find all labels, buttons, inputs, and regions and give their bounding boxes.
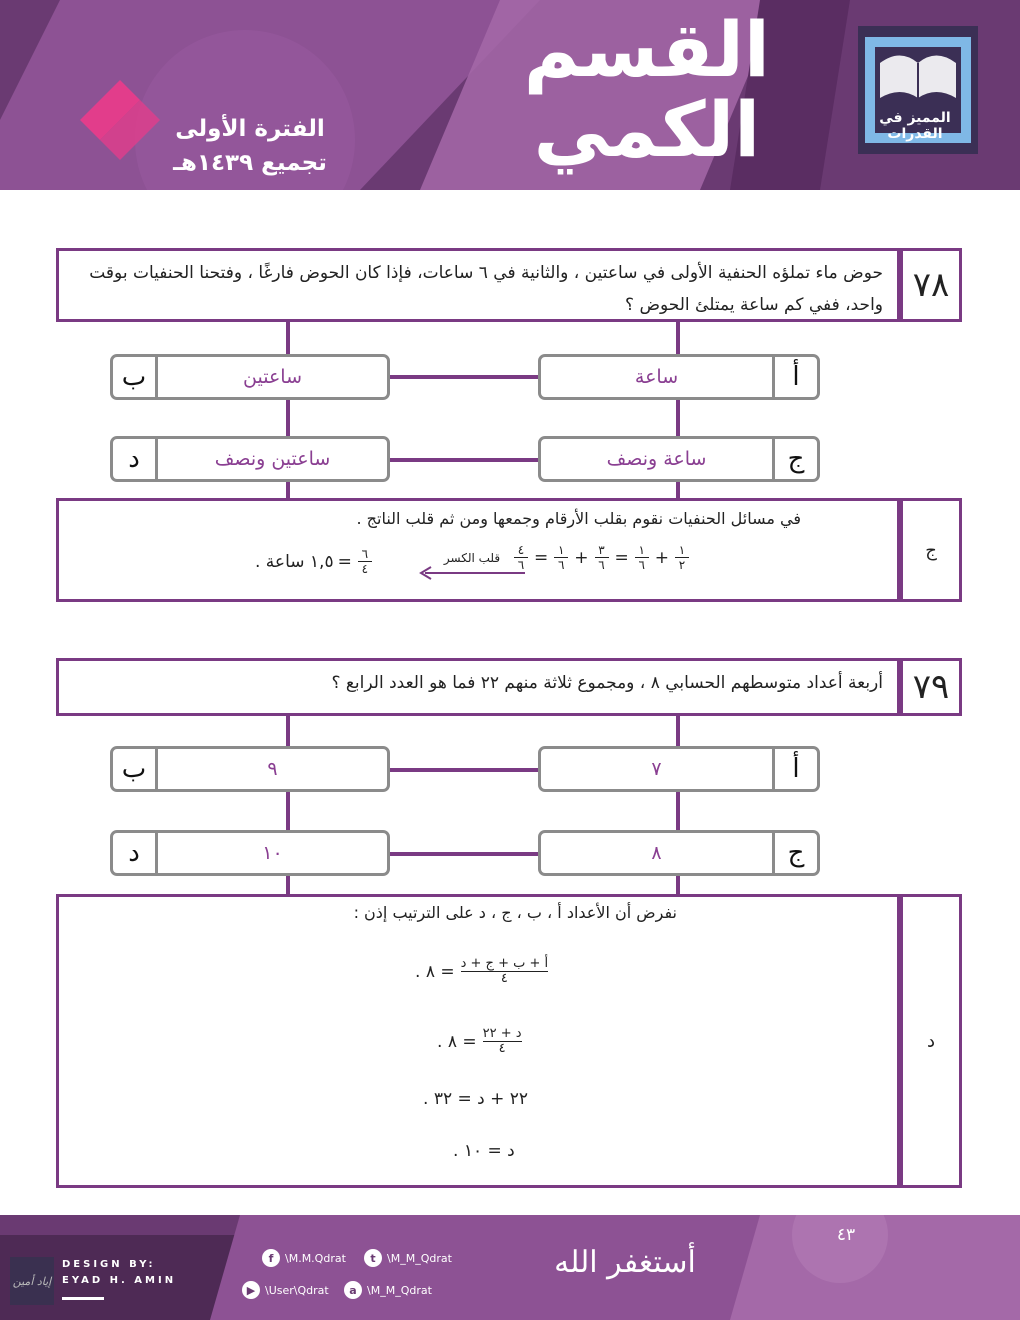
connector [676, 322, 680, 356]
page-number: ٤٣ [836, 1225, 856, 1245]
q78-option-c[interactable] [538, 436, 820, 482]
design-label: DESIGN BY: [62, 1259, 156, 1270]
connector [388, 375, 540, 379]
q78-answer-letter: ج [900, 498, 962, 602]
q78-option-b[interactable] [110, 354, 390, 400]
section-title-line2: الكمي [533, 85, 761, 174]
q79-equation-1 [415, 957, 550, 986]
fraction-den: ٤ [500, 971, 508, 986]
youtube-icon: ▶ [242, 1281, 260, 1299]
q78-solution-result: $\frac{٦}{٤}$ = ١,٥ ساعة . [255, 547, 374, 576]
fraction [461, 957, 549, 986]
connector [286, 876, 290, 896]
q78-option-d-value: ساعتين ونصف [214, 448, 331, 470]
question-78-box [56, 248, 900, 322]
q79-option-d-value: ١٠ [262, 842, 283, 864]
designer-name: EYAD H. AMIN [62, 1275, 177, 1286]
fraction-num: ١ [678, 543, 686, 557]
page-footer [0, 1215, 1020, 1320]
q78-option-c-value: ساعة ونصف [606, 448, 707, 470]
fraction [635, 543, 649, 572]
question-79-text: أربعة أعداد متوسطهم الحسابي ٨ ، ومجموع ثلاثة منهم ٢٢ فما هو العدد الرابع ؟ [331, 673, 883, 693]
connector [676, 398, 680, 436]
section-title [523, 5, 770, 174]
connector [388, 768, 540, 772]
q79-option-b-letter: ب [113, 749, 158, 789]
q78-solution-intro: في مسائل الحنفيات نقوم بقلب الأرقام وجمعها ومن ثم قلب الناتج . [356, 509, 801, 528]
designer-signature: إياد أمين [10, 1257, 54, 1305]
connector [286, 716, 290, 748]
q79-equation-2 [437, 1027, 524, 1056]
q79-option-a-letter: أ [772, 749, 817, 789]
flip-arrow-label: قلب الكسر [443, 551, 501, 565]
flip-arrow [417, 551, 527, 584]
fraction-den: ٤ [498, 1041, 506, 1056]
fraction-num: ٦ [361, 547, 369, 561]
fraction-den: ٤ [361, 562, 369, 576]
ask-handle: \M_M_Qdrat [367, 1283, 432, 1297]
q79-option-b[interactable] [110, 746, 390, 792]
fraction-num: ١ [558, 543, 565, 557]
connector [388, 458, 540, 462]
twitter-handle: \M_M_Qdrat [387, 1251, 452, 1265]
fraction [595, 543, 609, 572]
q78-option-a[interactable] [538, 354, 820, 400]
logo-text: المميز في القدرات [879, 110, 951, 142]
facebook-handle: \M.M.Qdrat [285, 1251, 346, 1265]
equation-rhs: = ٨ . [437, 1031, 477, 1052]
q78-option-c-letter: ج [772, 439, 817, 479]
fraction-den: ٢ [678, 558, 686, 572]
result-text: ١,٥ ساعة . [255, 551, 334, 572]
question-78-text: حوض ماء تملؤه الحنفية الأولى في ساعتين ، والثانية في ٦ ساعات، فإذا كان الحوض فارغًا ، وفتحنا الحنفيات بوقت واحد، ففي كم ساعة يمتلئ الحوض ؟ [89, 263, 883, 315]
ask-link[interactable] [344, 1281, 432, 1299]
fraction-den: ٦ [517, 558, 525, 572]
q78-solution-math: $\frac{١}{٢}$ + $\frac{١}{٦}$ = $\frac{٣}{٦}$ + $\frac{١}{٦}$ = $\frac{٤}{٦}$ [512, 543, 691, 572]
connector [676, 716, 680, 748]
q79-option-c-value: ٨ [651, 842, 662, 864]
youtube-link[interactable] [242, 1281, 329, 1299]
q79-option-d[interactable] [110, 830, 390, 876]
fraction-num: ٤ [517, 543, 525, 557]
fraction-den: ٦ [558, 558, 565, 572]
q78-option-a-letter: أ [772, 357, 817, 397]
q78-option-b-value: ساعتين [243, 366, 302, 388]
fraction-num: أ + ب + ج + د [460, 956, 549, 971]
q79-option-a-value: ٧ [651, 758, 662, 780]
period-line1: الفترة الأولى [175, 116, 325, 142]
q78-option-b-letter: ب [113, 357, 158, 397]
question-79-number: ٧٩ [900, 658, 962, 716]
section-title-line1: القسم [523, 5, 770, 94]
fraction-den: ٦ [638, 558, 645, 572]
q78-solution-box [56, 498, 900, 602]
connector [286, 792, 290, 830]
q79-solution-intro: نفرض أن الأعداد أ ، ب ، ج ، د على الترتيب إذن : [353, 903, 677, 922]
q79-option-b-value: ٩ [267, 758, 278, 780]
q79-answer-letter: د [900, 894, 962, 1188]
facebook-link[interactable] [262, 1249, 346, 1267]
left-arrow-icon [417, 566, 527, 580]
youtube-handle: \User\Qdrat [265, 1283, 329, 1297]
page-header [0, 0, 1020, 190]
connector [286, 322, 290, 356]
period-line2: تجميع ١٤٣٩هـ [173, 150, 327, 176]
equation-rhs: = ٨ . [415, 961, 455, 982]
fraction [483, 1027, 522, 1056]
fraction [358, 547, 372, 576]
connector [676, 792, 680, 830]
q79-option-a[interactable] [538, 746, 820, 792]
calligraphy: أستغفر الله [554, 1245, 696, 1280]
q79-option-d-letter: د [113, 833, 158, 873]
twitter-link[interactable] [364, 1249, 452, 1267]
period-label [140, 112, 360, 180]
fraction-num: ١ [638, 543, 645, 557]
q79-equation-3: ٢٢ + د = ٣٢ . [423, 1089, 529, 1109]
q79-solution-box [56, 894, 900, 1188]
q78-option-d-letter: د [113, 439, 158, 479]
fraction-num: د + ٢٢ [482, 1026, 522, 1041]
q79-option-c-letter: ج [772, 833, 817, 873]
connector [676, 876, 680, 896]
q79-equation-4: د = ١٠ . [453, 1141, 515, 1161]
twitter-icon: t [364, 1249, 382, 1267]
brand-logo [850, 18, 990, 158]
facebook-icon: f [262, 1249, 280, 1267]
question-78-number: ٧٨ [900, 248, 962, 322]
connector [286, 398, 290, 436]
fraction [675, 543, 689, 572]
q79-option-c[interactable] [538, 830, 820, 876]
q78-option-d[interactable] [110, 436, 390, 482]
divider [62, 1297, 104, 1300]
connector [388, 852, 540, 856]
fraction-num: ٣ [598, 543, 605, 557]
ask-icon: a [344, 1281, 362, 1299]
q78-option-a-value: ساعة [634, 366, 679, 388]
fraction [554, 543, 568, 572]
fraction-den: ٦ [598, 558, 605, 572]
question-79-box [56, 658, 900, 716]
